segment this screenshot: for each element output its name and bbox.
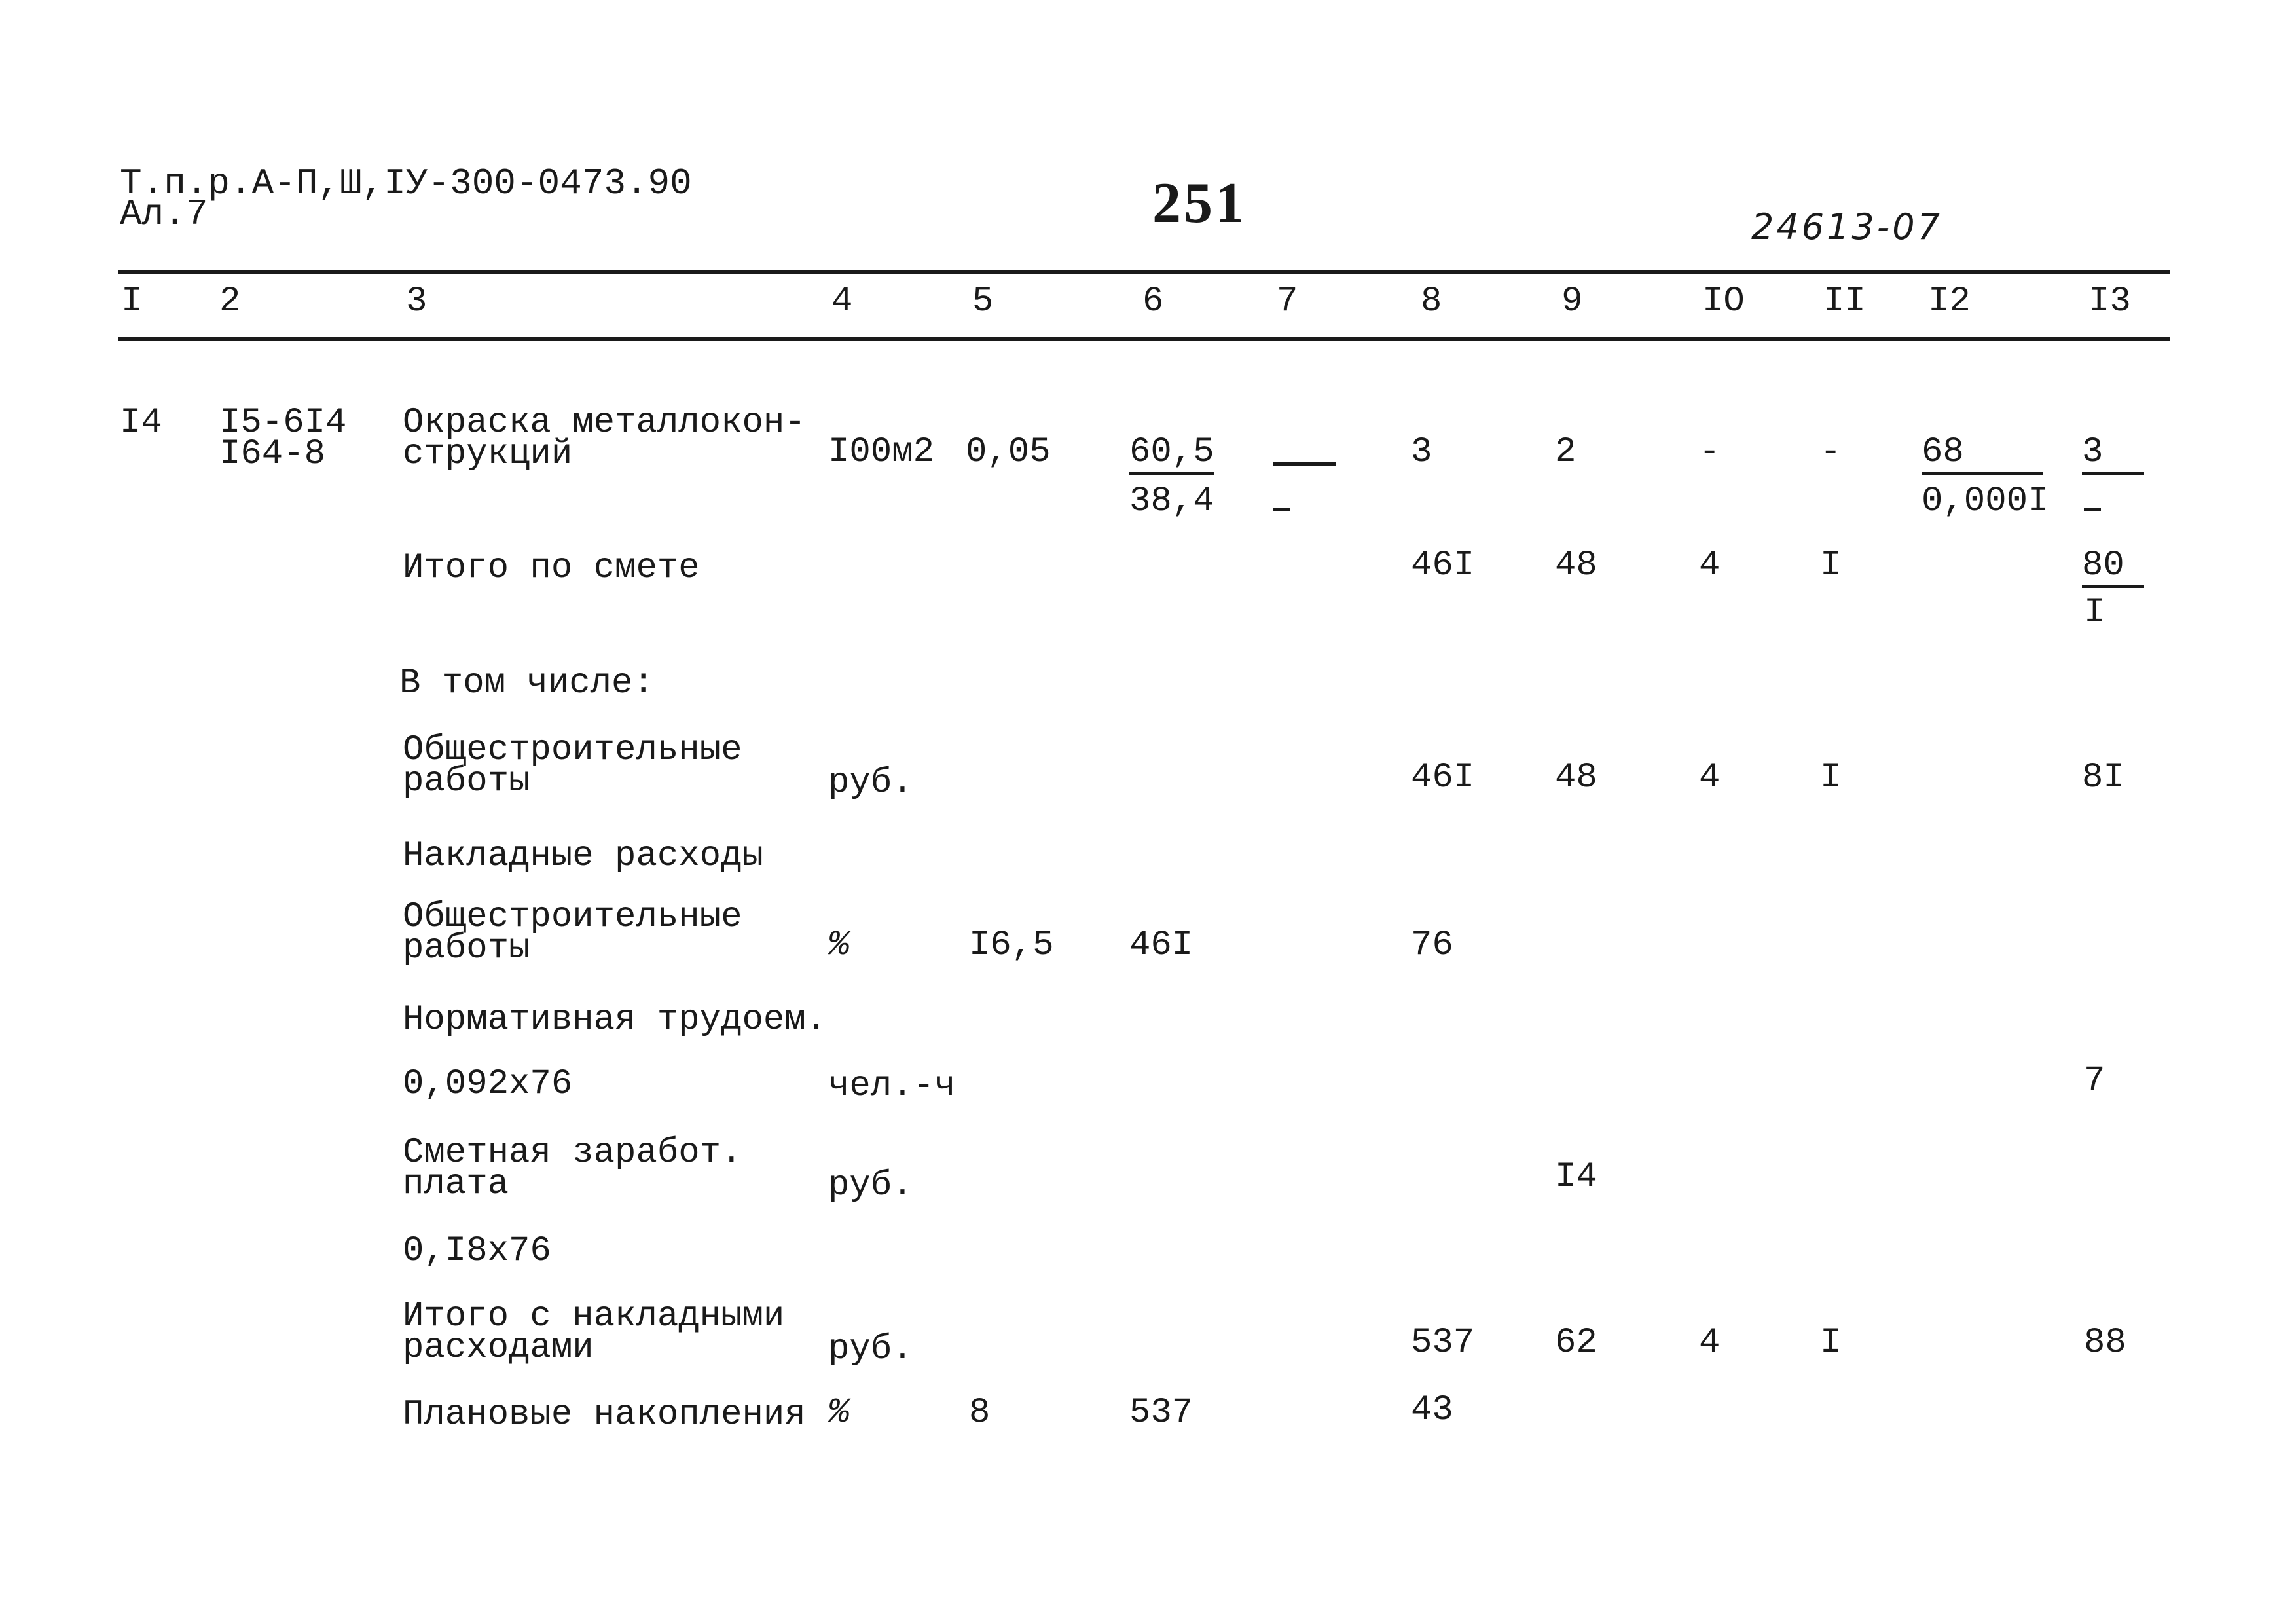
column-number: I2 — [1928, 282, 1971, 322]
column-number: 6 — [1142, 282, 1164, 322]
unit: % — [828, 925, 850, 965]
wages: 48 — [1555, 758, 1597, 798]
row-label: расходами — [403, 1328, 594, 1368]
column-number: IO — [1702, 282, 1745, 322]
empty-dash — [1273, 503, 1290, 515]
empty-dash — [1273, 457, 1336, 469]
total-cost: 46I — [1411, 758, 1475, 798]
machine-cost: 4 — [1699, 758, 1721, 798]
base: 46I — [1129, 925, 1194, 965]
machine-wages: I — [1820, 545, 1842, 585]
column-number: 5 — [972, 282, 994, 322]
row-label: 0,I8х76 — [403, 1231, 551, 1271]
machine-cost: 4 — [1699, 1323, 1721, 1363]
unit: чел.-ч — [828, 1066, 956, 1106]
row-label: работы — [403, 762, 530, 802]
work-name: Окраска металлокон- — [403, 403, 806, 443]
unit: I00м2 — [828, 432, 935, 472]
column-number: 4 — [831, 282, 853, 322]
row-number: I4 — [120, 403, 162, 443]
sheet-label: Ал.7 — [120, 193, 208, 235]
machine-wages: - — [1820, 432, 1842, 472]
empty-dash — [2084, 503, 2101, 515]
unit: руб. — [828, 1329, 913, 1369]
column-number: 9 — [1561, 282, 1583, 322]
total-cost: 76 — [1411, 925, 1453, 965]
machine-wages: I — [1820, 1323, 1842, 1363]
unit-cost-wages: 38,4 — [1129, 481, 1214, 521]
total-cost: 43 — [1411, 1390, 1453, 1430]
row-label: Итого по смете — [403, 548, 700, 588]
section-label: Нормативная трудоем. — [403, 1000, 828, 1040]
page-number: 251 — [1152, 172, 1247, 235]
machine-labor-total: I — [2084, 593, 2105, 633]
rate: I6,5 — [969, 925, 1054, 965]
row-label: плата — [403, 1164, 509, 1204]
machine-cost: 4 — [1699, 545, 1721, 585]
section-label: Накладные расходы — [403, 836, 763, 876]
row-label: Плановые накопления — [403, 1395, 806, 1435]
wages: 62 — [1555, 1323, 1597, 1363]
machine-wages: I — [1820, 758, 1842, 798]
labor-total: 7 — [2084, 1061, 2105, 1101]
row-label: Итого с накладными — [403, 1297, 785, 1337]
labor-per-unit: 68 — [1922, 435, 2043, 475]
base: 537 — [1129, 1393, 1194, 1433]
labor-total: 88 — [2084, 1323, 2126, 1363]
row-label: Сметная заработ. — [403, 1133, 742, 1173]
column-number: I3 — [2088, 282, 2131, 322]
unit-cost-total: 60,5 — [1129, 435, 1214, 475]
wages: I4 — [1555, 1157, 1597, 1197]
unit: руб. — [828, 1166, 913, 1206]
rate: 8 — [969, 1393, 991, 1433]
unit: % — [828, 1393, 850, 1433]
work-name: струкций — [403, 434, 573, 474]
section-label: В том числе: — [399, 663, 654, 703]
row-label: 0,092х76 — [403, 1064, 573, 1104]
column-number: 3 — [406, 282, 428, 322]
labor-total: 3 — [2082, 435, 2144, 475]
norm-code: I64-8 — [219, 434, 326, 474]
total-cost: 46I — [1411, 545, 1475, 585]
machine-labor-per-unit: 0,000I — [1922, 481, 2049, 521]
document-code: Т.п.р.А-П,Ш,IУ-300-0473.90 — [120, 162, 692, 204]
total-cost: 3 — [1411, 432, 1432, 472]
row-label: Общестроительные — [403, 897, 742, 937]
machine-cost: - — [1699, 432, 1721, 472]
unit: руб. — [828, 763, 913, 803]
column-number: 2 — [219, 282, 241, 322]
quantity: 0,05 — [966, 432, 1051, 472]
column-number: I — [121, 282, 143, 322]
top-rule — [118, 270, 2170, 274]
norm-code: I5-6I4 — [219, 403, 347, 443]
header-bottom-rule — [118, 337, 2170, 341]
wages: 2 — [1555, 432, 1576, 472]
column-number: 8 — [1421, 282, 1442, 322]
labor-total: 8I — [2082, 758, 2124, 798]
total-cost: 537 — [1411, 1323, 1475, 1363]
labor-total: 80 — [2082, 549, 2144, 588]
column-number: 7 — [1277, 282, 1298, 322]
wages: 48 — [1555, 545, 1597, 585]
column-number: II — [1823, 282, 1866, 322]
row-label: работы — [403, 929, 530, 969]
row-label: Общестроительные — [403, 730, 742, 770]
inventory-stamp: 24613-07 — [1751, 206, 1942, 248]
